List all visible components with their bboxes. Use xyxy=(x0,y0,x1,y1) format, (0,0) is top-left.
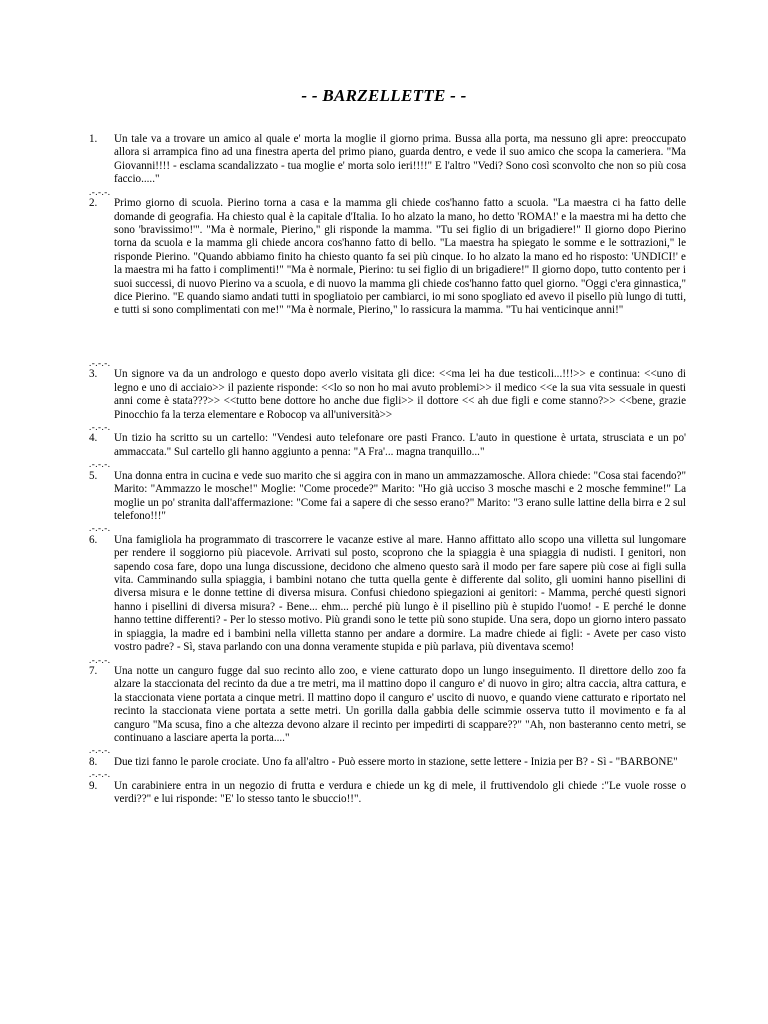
joke-number: 4. xyxy=(89,432,98,445)
separator: .-.-.-. xyxy=(89,357,111,368)
joke-item xyxy=(89,133,686,187)
joke-number: 7. xyxy=(89,665,98,677)
jokes-list xyxy=(89,133,686,807)
joke-text: Primo giorno di scuola. Pierino torna a casa e la mamma gli chiede cos'hanno fatto a scuola. "La maestra ci ha fatto delle domande di geografia. Ha chiesto qual è la capitale d'Italia. Io ho alzato la mano, ho detto 'ROMA!' e la maestra mi ha detto che sono 'bravissimo!'". "Ma è normale, Pierino," gli risponde la mamma. "Tu sei figlio di un brigadiere!" Il giorno dopo Pierino torna da scuola e la mamma gli chiede ancora cos'hanno fatto di bello. "La maestra ha spiegato le somme e le sottrazioni," le risponde Pierino. "Quando abbiamo finito ha chiesto quanto fa sei più cinque. Io ho alzato la mano ed ho risposto: 'UNDICI!' e la maestra mi ha fatto i complimenti!" "Ma è normale, Pierino: tu sei figlio di un brigadiere!" Il giorno dopo, tutto contento per i suoi successi, di nuovo Pierino va a scuola, e di nuovo la mamma gli chiede cos'hanno fatto quel giorno. "Oggi c'era ginnastica," dice Pierino. "E quando siamo andati tutti in spogliatoio per cambiarci, io mi sono spogliato ed avevo il pisello più lungo di tutti, e tutti si sono complimentati con me!" "Ma è normale, Pierino," lo rassicura la mamma. "Tu hai venticinque anni!" xyxy=(114,197,686,317)
separator: .-.-.-. xyxy=(89,186,111,197)
joke-number: 6. xyxy=(89,533,98,546)
joke-text: Un carabiniere entra in un negozio di frutta e verdura e chiede un kg di mele, il fruttivendolo gli chiede :"Le vuole rosse o verdi??" e lui risponde: "E' lo stesso tanto le sbuccio!!". xyxy=(114,779,686,806)
joke-item xyxy=(89,665,686,745)
blank-gap xyxy=(89,318,686,358)
joke-text: Una notte un canguro fugge dal suo recinto allo zoo, e viene catturato dopo un lungo inseguimento. Il direttore dello zoo fa alzare la staccionata del recinto da due a tre metri, ma il mattino dopo il canguro e' di nuovo in giro; altra caccia, altra cattura, e la staccionata viene portata a cinque metri. Il mattino dopo il canguro e' uscito di nuovo, e quando viene catturato e riportato nel recinto la staccionata viene portata a sette metri. Un gorilla dalla gabbia delle scimmie osserva tutto il movimento e fa al canguro "Ma scusa, fino a che altezza devono alzare il recinto per impedirti di scappare??" "Ah, non basteranno cento metri, se continuano a lasciare aperta la porta...." xyxy=(114,665,686,745)
joke-text: Un tale va a trovare un amico al quale e' morta la moglie il giorno prima. Bussa alla porta, ma nessuno gli apre: preoccupato allora si arrampica fino ad una finestra aperta del primo piano, guarda dentro, e vede il suo amico che scopa la cameriera. "Ma Giovanni!!!! - esclama scandalizzato - tua moglie e' morta solo ieri!!!!" E l'altro "Vedi? Sono così sconvolto che non so più cosa faccio....." xyxy=(114,133,686,186)
joke-item xyxy=(89,197,686,318)
joke-number: 1. xyxy=(89,133,98,145)
joke-number: 2. xyxy=(89,197,98,210)
joke-item xyxy=(89,780,686,807)
document-title: - - BARZELLETTE - - xyxy=(301,86,467,105)
joke-item xyxy=(89,432,686,459)
separator: .-.-.-. xyxy=(89,459,111,470)
joke-number: 8. xyxy=(89,755,98,768)
joke-text: Un signore va da un andrologo e questo dopo averlo visitata gli dice: <<ma lei ha due testicoli...!!!>> e continua: <<uno di legno e uno di acciaio>> il paziente risponde: <<lo so non ho mai avuto problemi>> il medico <<e la sua vita sessuale in questi anni come è stata???>> <<tutto bene dottore ho anche due figli>> il dottore << ah due figli e come stanno?>> <<bene, grazie Pinocchio fa la terza elementare e Robocop va all'università>> xyxy=(114,368,686,421)
joke-text: Una famigliola ha programmato di trascorrere le vacanze estive al mare. Hanno affittato allo scopo una villetta sul lungomare per rendere il soggiorno più piacevole. Arrivati sul posto, scoprono che la spiaggia è una spiaggia di nudisti. I genitori, non sapendo cosa fare, dopo una lunga discussione, decidono che almeno questo sarà il modo per fare sapere più cose ai figli sulla vita. Camminando sulla spiaggia, i bambini notano che tutta quella gente è differente dal solito, gli uomini hanno pisellini di diversa misura e le donne tettine di diversa misura. Confusi chiedono spiegazioni ai genitori: - Mamma, perché questi signori hanno i pisellini di diversa misura? - Bene... ehm... perché più lungo è il pisellino più è stupido l'uomo! - E perché le donne hanno tettine differenti? - Per lo stesso motivo. Più grandi sono le tette più sono stupide. Una sera, dopo un giorno intero passato in spiaggia, la madre ed i bambini nella villetta stanno per andare a dormire. La madre chiede ai figli: - Avete per caso visto vostro padre? - Sì, stava parlando con una donna veramente stupida e più parlava, più diventava scemo! xyxy=(114,533,686,654)
separator: .-.-.-. xyxy=(89,769,111,780)
separator: .-.-.-. xyxy=(89,654,111,665)
separator: .-.-.-. xyxy=(89,745,111,756)
separator: .-.-.-. xyxy=(89,523,111,534)
joke-item xyxy=(89,470,686,524)
joke-number: 3. xyxy=(89,368,98,381)
joke-text: Una donna entra in cucina e vede suo marito che si aggira con in mano un ammazzamosche. Allora chiede: "Cosa stai facendo?" Marito: "Ammazzo le mosche!" Moglie: "Come procede?" Marito: "Ho già ucciso 3 mosche maschi e 2 mosche femmine!" La moglie un po' stranita dall'affermazione: "Come fai a sapere di che sesso erano?" Marito: "3 erano sulle lattine della birra e 2 sul telefono!!!" xyxy=(114,469,686,522)
joke-item xyxy=(89,534,686,655)
separator: .-.-.-. xyxy=(89,421,111,432)
joke-item xyxy=(89,368,686,422)
joke-text: Un tizio ha scritto su un cartello: "Vendesi auto telefonare ore pasti Franco. L'auto in questione è urtata, strusciata e un po' ammaccata." Sul cartello gli hanno aggiunto a penna: "A Fra'... magna tranquillo..." xyxy=(114,432,686,458)
joke-text: Due tizi fanno le parole crociate. Uno fa all'altro - Può essere morto in stazione, sette lettere - Inizia per B? - Sì - "BARBONE" xyxy=(114,755,678,768)
joke-item xyxy=(89,756,686,769)
joke-number: 5. xyxy=(89,469,98,482)
joke-number: 9. xyxy=(89,779,98,792)
